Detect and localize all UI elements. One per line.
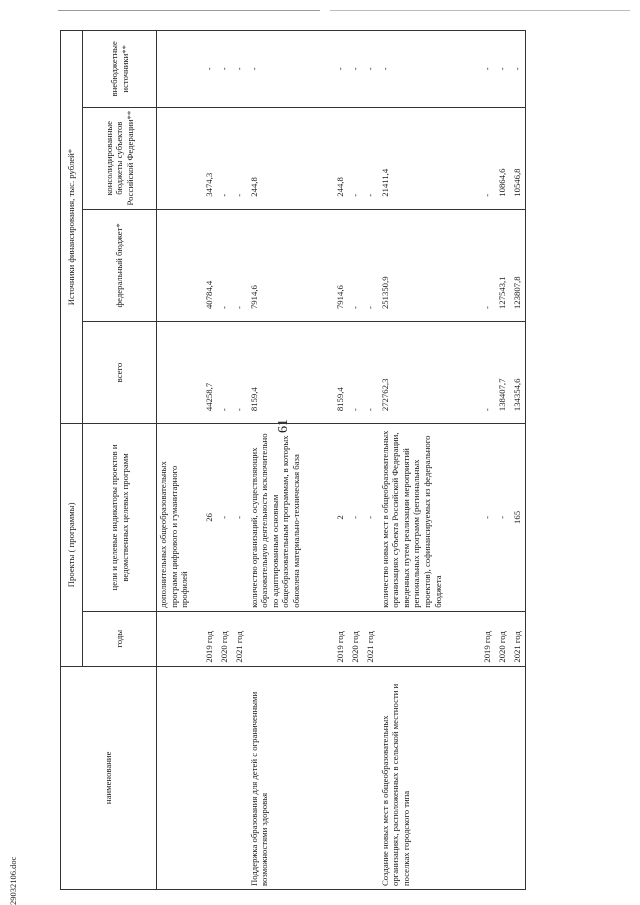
header-name: наименование	[61, 666, 157, 889]
row-name	[157, 666, 203, 889]
row-year: 2019 год	[203, 611, 218, 666]
row-total	[157, 322, 203, 424]
row-extrabudget: -	[481, 31, 496, 108]
row-regional: 10546,8	[511, 107, 526, 209]
header-extrabudget: внебюджетные источники**	[83, 31, 157, 108]
row-regional: 10864,6	[496, 107, 511, 209]
row-extrabudget: -	[248, 31, 334, 108]
row-indicator: -	[349, 424, 364, 612]
row-extrabudget: -	[203, 31, 218, 108]
row-federal: 127543,1	[496, 209, 511, 321]
row-indicator: 2	[334, 424, 349, 612]
row-extrabudget: -	[364, 31, 379, 108]
row-federal: 7914,6	[248, 209, 334, 321]
scan-line-right	[330, 10, 630, 11]
table-row	[334, 31, 349, 890]
row-indicator: дополнительных общеобразовательных программ цифрового и гуманитарного профилей	[157, 424, 203, 612]
row-regional: 244,8	[334, 107, 349, 209]
row-year: 2020 год	[349, 611, 364, 666]
row-name	[233, 666, 248, 889]
row-extrabudget: -	[349, 31, 364, 108]
row-indicator: количество новых мест в общеобразовательных организациях субъекта Российской Федерации, введенных путем реализации мероприятий региональных программ (региональных проектов), софинансируемых из федерального бюджета	[379, 424, 481, 612]
row-federal: 123807,8	[511, 209, 526, 321]
row-regional: -	[233, 107, 248, 209]
row-extrabudget: -	[218, 31, 233, 108]
row-indicator: -	[364, 424, 379, 612]
row-name: Создание новых мест в общеобразовательных организациях, расположенных в сельской местности и поселках городского типа	[379, 666, 481, 889]
row-total: -	[364, 322, 379, 424]
row-extrabudget	[157, 31, 203, 108]
row-extrabudget: -	[379, 31, 481, 108]
row-indicator: -	[218, 424, 233, 612]
header-total: всего	[83, 322, 157, 424]
row-regional: 244,8	[248, 107, 334, 209]
row-name	[203, 666, 218, 889]
table-row	[481, 31, 496, 890]
row-regional: -	[481, 107, 496, 209]
row-total: 272762,3	[379, 322, 481, 424]
row-federal: -	[481, 209, 496, 321]
row-year: 2021 год	[511, 611, 526, 666]
row-year	[157, 611, 203, 666]
row-indicator: количество организаций, осуществляющих образовательную деятельность исключительно по адаптированным основным общеобразовательным программам, в которых обновлена материально-техническая база	[248, 424, 334, 612]
row-regional: -	[349, 107, 364, 209]
page-number: 61	[276, 419, 291, 433]
row-total: -	[233, 322, 248, 424]
row-federal: -	[364, 209, 379, 321]
row-name: Поддержка образования для детей с ограниченными возможностями здоровья	[248, 666, 334, 889]
row-federal: 251350,9	[379, 209, 481, 321]
row-name	[511, 666, 526, 889]
row-name	[364, 666, 379, 889]
header-indicators: цели и целевые индикаторы проектов и ведомственных целевых программ	[83, 424, 157, 612]
row-total: 44258,7	[203, 322, 218, 424]
table-body	[157, 31, 526, 890]
row-extrabudget: -	[511, 31, 526, 108]
row-year: 2020 год	[496, 611, 511, 666]
row-year: 2019 год	[334, 611, 349, 666]
row-name	[349, 666, 364, 889]
row-regional: -	[364, 107, 379, 209]
row-total: -	[481, 322, 496, 424]
header-years: годы	[83, 611, 157, 666]
row-federal: -	[349, 209, 364, 321]
row-total: -	[218, 322, 233, 424]
financing-table	[60, 30, 526, 890]
row-regional	[157, 107, 203, 209]
row-indicator: -	[233, 424, 248, 612]
row-indicator: 165	[511, 424, 526, 612]
row-year: 2019 год	[481, 611, 496, 666]
row-federal	[157, 209, 203, 321]
scan-line-left	[58, 10, 320, 11]
table-row	[379, 31, 481, 890]
row-extrabudget: -	[233, 31, 248, 108]
row-name	[218, 666, 233, 889]
row-indicator: -	[481, 424, 496, 612]
row-total: -	[349, 322, 364, 424]
header-sources: Источники финансирования, тыс. рублей*	[61, 31, 83, 424]
footer-filename: 29032106.doc	[8, 856, 18, 905]
row-regional: 21411,4	[379, 107, 481, 209]
table-row	[233, 31, 248, 890]
header-projects: Проекты ( программы)	[61, 424, 83, 667]
row-year: 2020 год	[218, 611, 233, 666]
row-total: 8159,4	[248, 322, 334, 424]
row-total: 8159,4	[334, 322, 349, 424]
table-row	[364, 31, 379, 890]
row-federal: -	[218, 209, 233, 321]
rotated-table-area	[60, 30, 616, 890]
table-row	[349, 31, 364, 890]
row-regional: 3474,3	[203, 107, 218, 209]
table-row	[511, 31, 526, 890]
row-name	[481, 666, 496, 889]
header-regional: консолидированные бюджеты субъектов Российской Федерации**	[83, 107, 157, 209]
row-total: 134354,6	[511, 322, 526, 424]
row-regional: -	[218, 107, 233, 209]
table-row	[157, 31, 203, 890]
row-year: 2021 год	[364, 611, 379, 666]
table-row	[248, 31, 334, 890]
row-indicator: 26	[203, 424, 218, 612]
row-federal: 7914,6	[334, 209, 349, 321]
row-year: 2021 год	[233, 611, 248, 666]
row-name	[334, 666, 349, 889]
table-row	[218, 31, 233, 890]
table-row	[203, 31, 218, 890]
row-year	[379, 611, 481, 666]
row-name	[496, 666, 511, 889]
row-indicator: -	[496, 424, 511, 612]
row-federal: 40784,4	[203, 209, 218, 321]
row-year	[248, 611, 334, 666]
row-federal: -	[233, 209, 248, 321]
row-extrabudget: -	[334, 31, 349, 108]
header-federal: федеральный бюджет*	[83, 209, 157, 321]
table-row	[496, 31, 511, 890]
row-total: 138407,7	[496, 322, 511, 424]
row-extrabudget: -	[496, 31, 511, 108]
